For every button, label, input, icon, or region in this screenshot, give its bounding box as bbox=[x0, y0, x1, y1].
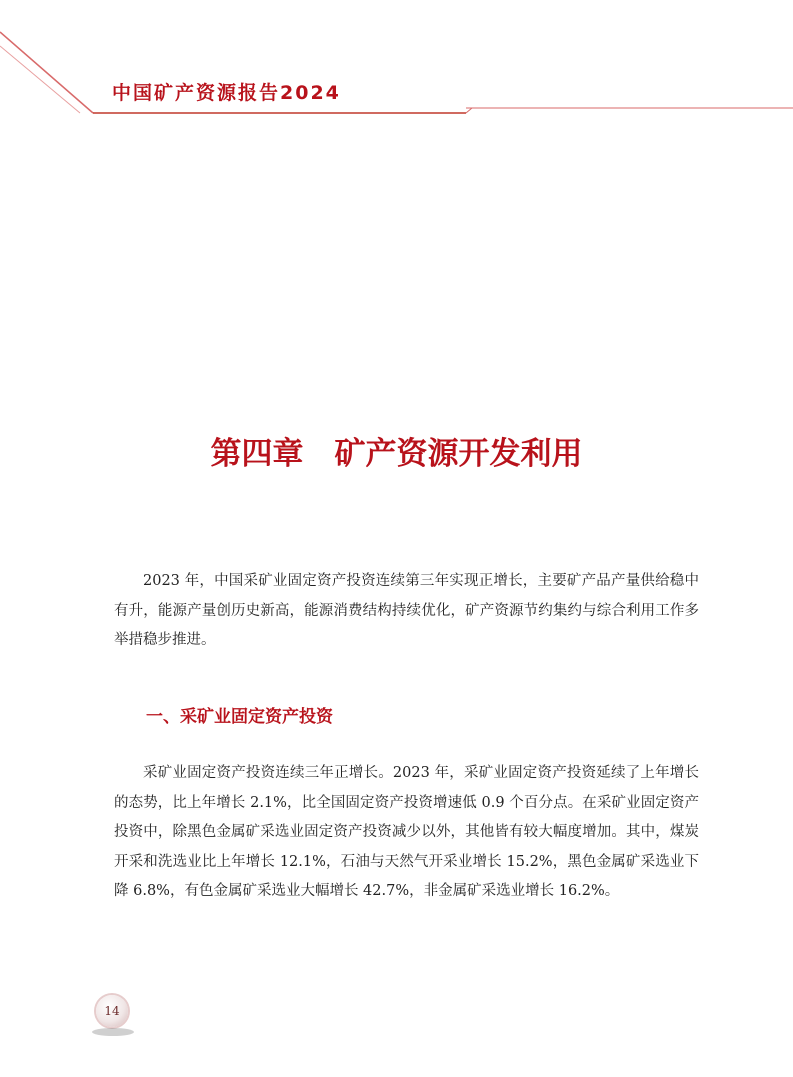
header-underline-join bbox=[466, 108, 472, 113]
page-badge-shadow bbox=[92, 1028, 134, 1036]
header-decoration bbox=[0, 0, 793, 130]
report-header-title: 中国矿产资源报告2024 bbox=[112, 82, 341, 104]
page-number-badge bbox=[96, 995, 128, 1027]
header-diagonal-line-inner bbox=[0, 46, 80, 113]
section-paragraph: 采矿业固定资产投资连续三年正增长。2023 年，采矿业固定资产投资延续了上年增长的态势，比上年增长 2.1%，比全国固定资产投资增速低 0.9 个百分点。在采矿业固定资产投资中，除黑色金属矿采选业固定资产投资减少以外，其他皆有较大幅度增加。其中，煤炭开采和洗选业比上年增长 12.1%，石油与天然气开采业增长 15.2%，黑色金属矿采选业下降 6.8%，有色金属矿采选业大幅增长 42.7%，非金属矿采选业增长 16.2%。 bbox=[114, 765, 699, 899]
header-diagonal-line-outer bbox=[0, 32, 93, 113]
chapter-title: 第四章 矿产资源开发利用 bbox=[210, 436, 583, 472]
section-heading: 一、采矿业固定资产投资 bbox=[146, 707, 333, 727]
page-number: 14 bbox=[104, 1004, 120, 1018]
intro-paragraph: 2023 年，中国采矿业固定资产投资连续第三年实现正增长，主要矿产品产量供给稳中有升，能源产量创历史新高，能源消费结构持续优化，矿产资源节约集约与综合利用工作多举措稳步推进。 bbox=[114, 573, 699, 648]
